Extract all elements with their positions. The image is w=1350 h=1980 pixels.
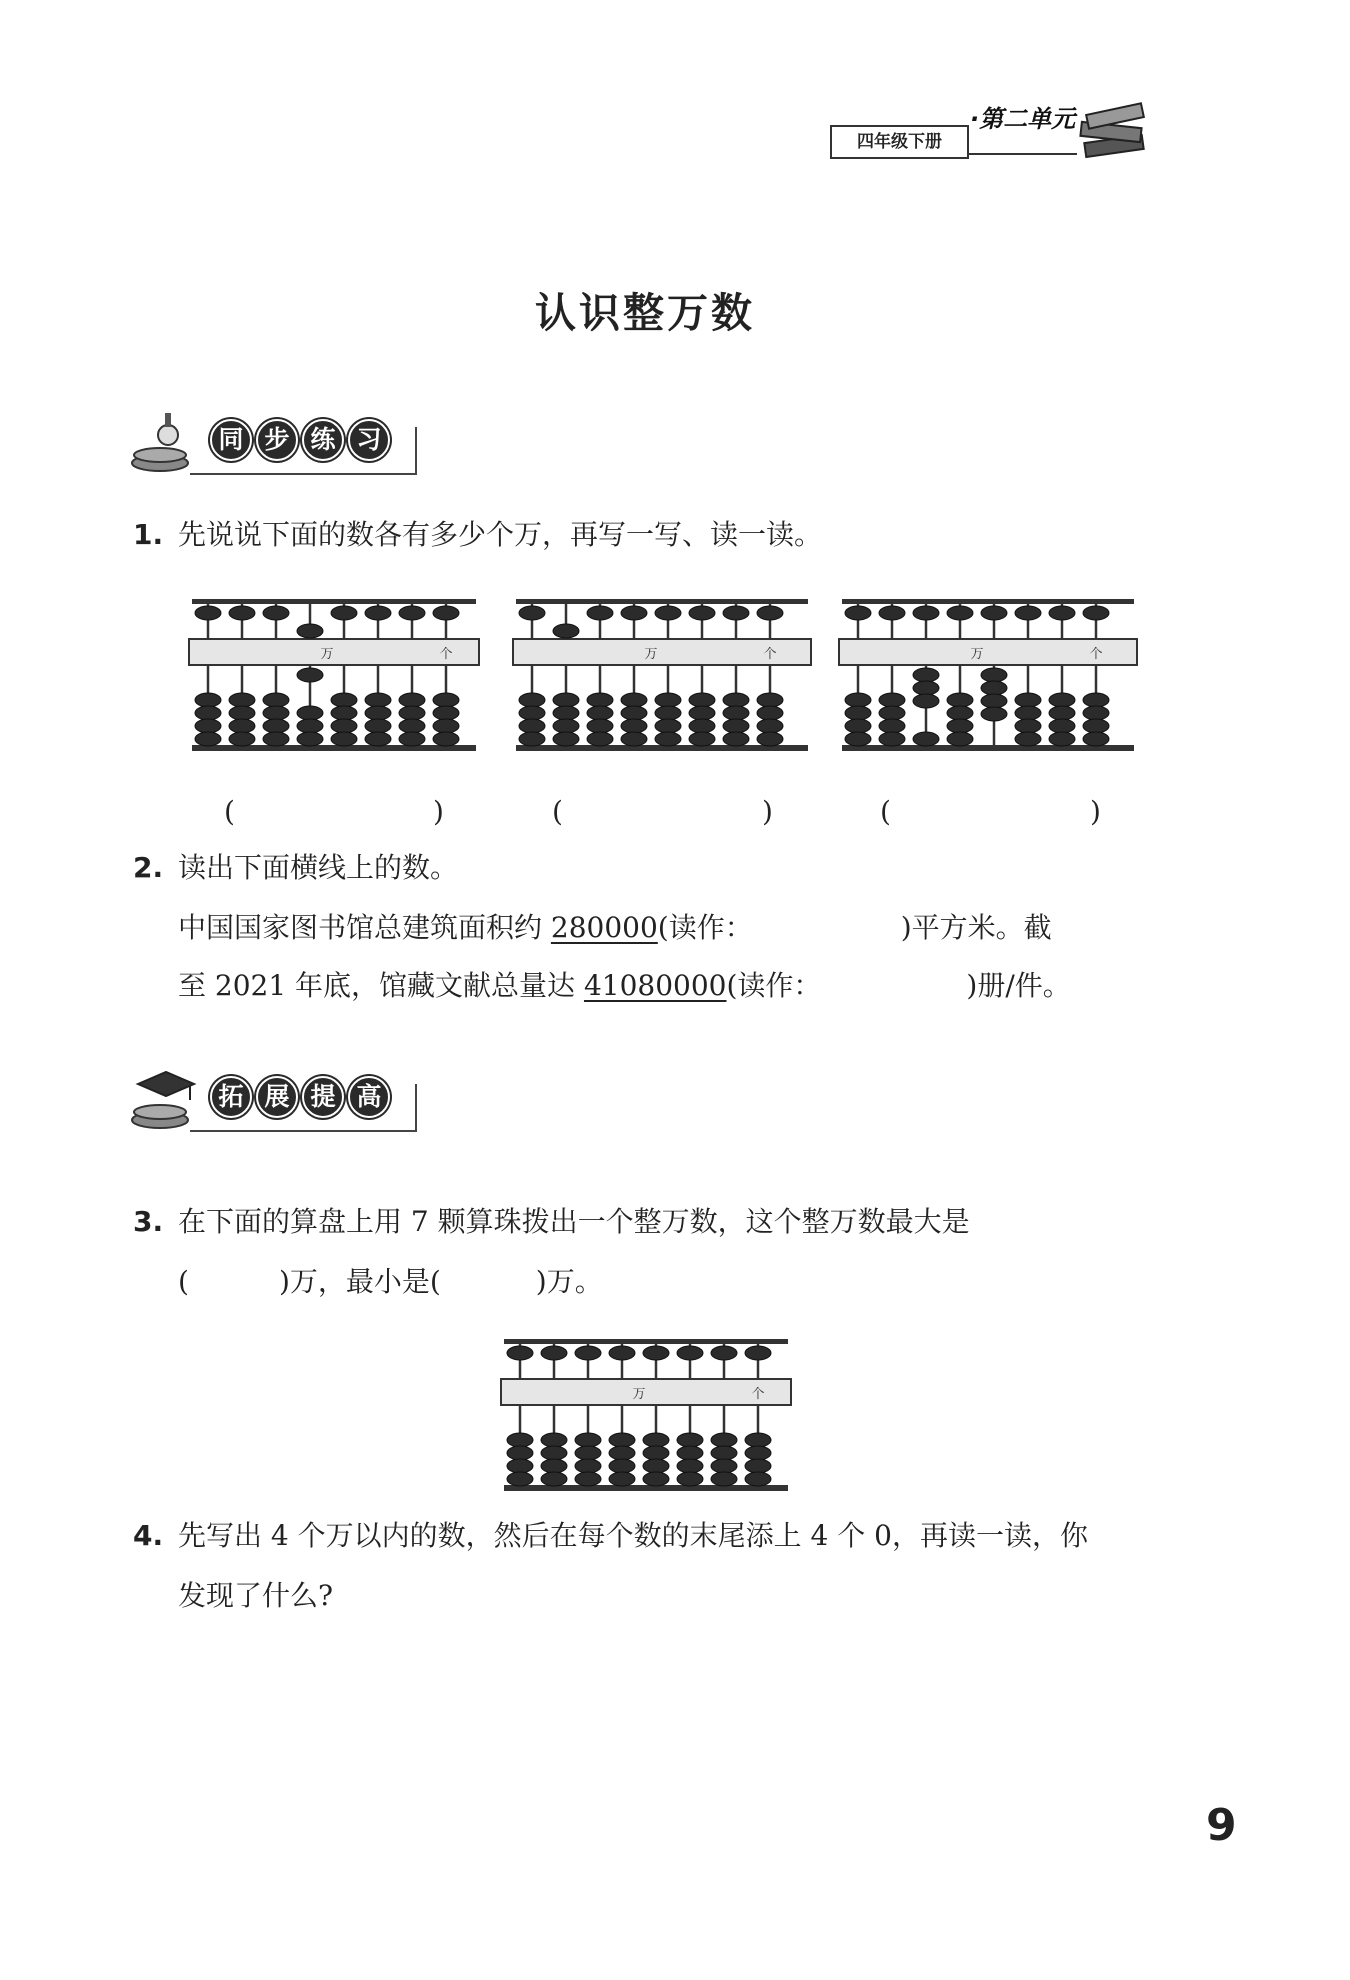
abacus-label-ge: 个 [751, 1387, 765, 1402]
abacus-bead [1015, 606, 1041, 620]
abacus-bead [433, 606, 459, 620]
abacus-bead [1083, 706, 1109, 720]
abacus-beam [189, 639, 479, 665]
abacus-bead [399, 693, 425, 707]
abacus-bead [879, 719, 905, 733]
abacus-bead [757, 606, 783, 620]
abacus-top-frame [842, 599, 1134, 604]
question-2-line-1 [178, 908, 1052, 948]
abacus-bead [621, 693, 647, 707]
abacus-bead [365, 719, 391, 733]
abacus-bead [655, 719, 681, 733]
abacus-label-ge: 个 [439, 647, 453, 662]
abacus-bead [297, 719, 323, 733]
abacus-bead [723, 706, 749, 720]
abacus-bead [297, 732, 323, 746]
abacus-bead [507, 1446, 533, 1460]
abacus-bead [229, 693, 255, 707]
abacus-bead [845, 732, 871, 746]
abacus-bead [913, 732, 939, 746]
abacus-bead [1015, 719, 1041, 733]
abacus-bead [745, 1433, 771, 1447]
abacus-bead [981, 668, 1007, 682]
question-number: 1. [133, 518, 164, 551]
question-4-line-2 [178, 1576, 333, 1616]
abacus-bead [621, 732, 647, 746]
abacus-bead [609, 1433, 635, 1447]
abacus-bead [331, 606, 357, 620]
banner-char: 高 [348, 1076, 390, 1118]
text-span: 中国国家图书馆总建筑面积约 [178, 911, 551, 944]
question-4 [133, 1516, 1088, 1556]
abacus-bead [553, 719, 579, 733]
unit-header-badge [830, 95, 1160, 165]
abacus-bead [541, 1346, 567, 1360]
abacus-bead [689, 732, 715, 746]
abacus-bead [913, 694, 939, 708]
graduation-cap-icon [130, 1062, 200, 1132]
abacus-bead [575, 1459, 601, 1473]
abacus-bead [981, 606, 1007, 620]
abacus-bead [621, 719, 647, 733]
abacus-bead [689, 719, 715, 733]
abacus-bead [297, 706, 323, 720]
abacus-bead [263, 706, 289, 720]
abacus-bead [913, 606, 939, 620]
abacus-bead [1049, 706, 1075, 720]
abacus-bead [263, 606, 289, 620]
question-text: 读出下面横线上的数。 [178, 851, 459, 884]
abacus-bead [433, 693, 459, 707]
text-span: )万。 [535, 1265, 603, 1298]
abacus-bead [575, 1433, 601, 1447]
abacus-bead [365, 693, 391, 707]
text-span: (读作： [726, 969, 822, 1002]
abacus-bead [677, 1346, 703, 1360]
abacus-bead [399, 606, 425, 620]
text-span: )平方米。截 [900, 911, 1052, 944]
abacus-bead [845, 606, 871, 620]
abacus-bead [879, 606, 905, 620]
abacus-bead [655, 706, 681, 720]
question-number: 2. [133, 851, 164, 884]
abacus-bead [711, 1472, 737, 1486]
abacus-bead [1049, 719, 1075, 733]
abacus-bead [723, 693, 749, 707]
abacus-label-wan: 万 [644, 647, 658, 662]
banner-char: 练 [302, 419, 344, 461]
abacus-bead [433, 732, 459, 746]
abacus-bead [677, 1472, 703, 1486]
abacus-bead [229, 706, 255, 720]
answer-blanks-q1 [0, 795, 1350, 835]
abacus-bead [609, 1459, 635, 1473]
abacus-bead [229, 719, 255, 733]
paren-close: ) [1090, 795, 1101, 828]
text-span: )册/件。 [966, 969, 1071, 1002]
question-2-line-2 [178, 966, 1071, 1006]
abacus-top-frame [192, 599, 476, 604]
abacus-bottom-frame [842, 745, 1134, 751]
abacus-bead [947, 693, 973, 707]
abacus-label-ge: 个 [763, 647, 777, 662]
abacus-bead [689, 706, 715, 720]
paren-open: ( [224, 795, 235, 828]
abacus-bead [947, 606, 973, 620]
abacus-bead [745, 1472, 771, 1486]
abacus-bead [297, 624, 323, 638]
abacus-bead [507, 1472, 533, 1486]
abacus-bead [643, 1433, 669, 1447]
abacus-bead [711, 1446, 737, 1460]
abacus-bead [677, 1459, 703, 1473]
abacus-bead [1049, 606, 1075, 620]
abacus-bead [981, 707, 1007, 721]
abacus-bead [1083, 732, 1109, 746]
page-title: 认识整万数 [535, 289, 755, 337]
abacus-bead [643, 1346, 669, 1360]
abacus-bead [587, 719, 613, 733]
abacus-label-wan: 万 [320, 647, 334, 662]
abacus-bead [507, 1433, 533, 1447]
header-rule [967, 153, 1077, 155]
abacus-bead [845, 693, 871, 707]
banner-char: 步 [256, 419, 298, 461]
abacus-bottom-frame [504, 1485, 788, 1491]
abacus-top-frame [516, 599, 808, 604]
text-span: )万，最小是( [278, 1265, 441, 1298]
abacus-bead [609, 1472, 635, 1486]
abacus-bead [981, 681, 1007, 695]
abacus-bead [519, 719, 545, 733]
abacus-bead [587, 693, 613, 707]
abacus-bead [745, 1446, 771, 1460]
abacus-bead [609, 1446, 635, 1460]
abacus-bead [195, 719, 221, 733]
abacus-bead [879, 732, 905, 746]
abacus-bead [981, 694, 1007, 708]
question-number: 3. [133, 1205, 164, 1238]
abacus-bead [263, 732, 289, 746]
abacus-bead [229, 732, 255, 746]
abacus-bead [643, 1446, 669, 1460]
abacus-bead [587, 706, 613, 720]
abacus-bead [677, 1433, 703, 1447]
underlined-number: 280000 [550, 911, 658, 944]
abacus-bead [621, 606, 647, 620]
abacus-bead [553, 732, 579, 746]
question-3 [133, 1202, 970, 1242]
abacus-bead [879, 706, 905, 720]
abacus-bead [399, 719, 425, 733]
abacus-bead [689, 606, 715, 620]
abacus-bead [745, 1346, 771, 1360]
abacus-bead [677, 1446, 703, 1460]
abacus-bead [913, 668, 939, 682]
abacus-bead [757, 706, 783, 720]
abacus-label-ge: 个 [1089, 647, 1103, 662]
abacus-bead [195, 706, 221, 720]
abacus-bead [331, 732, 357, 746]
abacus-bead [575, 1346, 601, 1360]
abacus-bead [723, 719, 749, 733]
abacus-bead [541, 1446, 567, 1460]
abacus-bead [553, 706, 579, 720]
question-1 [133, 515, 822, 555]
abacus-label-wan: 万 [632, 1387, 646, 1402]
abacus-bead [711, 1346, 737, 1360]
books-icon [1075, 95, 1155, 165]
abacus-bead [621, 706, 647, 720]
abacus-bead [575, 1446, 601, 1460]
abacus-bead [879, 693, 905, 707]
abacus-bead [519, 732, 545, 746]
abacus-bead [757, 732, 783, 746]
abacus-bead [519, 606, 545, 620]
abacus-bead [1083, 693, 1109, 707]
abacus-bead [723, 606, 749, 620]
abacus-bead [507, 1346, 533, 1360]
abacus-bead [263, 693, 289, 707]
paren-close: ) [762, 795, 773, 828]
abacus-beam [501, 1379, 791, 1405]
abacus-bead [1049, 693, 1075, 707]
text-span: ( [178, 1265, 189, 1298]
abacus-bead [331, 693, 357, 707]
abacus-bead [757, 693, 783, 707]
paren-close: ) [433, 795, 444, 828]
abacus-bead [1049, 732, 1075, 746]
question-text: 发现了什么? [178, 1579, 334, 1612]
abacus-bead [541, 1472, 567, 1486]
banner-char: 拓 [210, 1076, 252, 1118]
abacus-bead [845, 719, 871, 733]
abacus-bead [399, 732, 425, 746]
underlined-number: 41080000 [583, 969, 727, 1002]
abacus-bead [553, 624, 579, 638]
banner-char: 同 [210, 419, 252, 461]
paren-open: ( [880, 795, 891, 828]
abacus-bead [947, 732, 973, 746]
abacus-bead [643, 1459, 669, 1473]
abacus-bead [1015, 706, 1041, 720]
abacus-bead [331, 706, 357, 720]
abacus-bead [1083, 719, 1109, 733]
abacus-bead [757, 719, 783, 733]
abacus-bead [655, 693, 681, 707]
abacus-bead [913, 681, 939, 695]
abacus-bead [643, 1472, 669, 1486]
abacus-bottom-frame [516, 745, 808, 751]
grade-label: 四年级下册 [830, 125, 969, 159]
abacus-bead [655, 732, 681, 746]
abacus-bead [365, 606, 391, 620]
abacus-bead [723, 732, 749, 746]
question-text: 在下面的算盘上用 7 颗算珠拨出一个整万数，这个整万数最大是 [178, 1205, 970, 1238]
question-number: 4. [133, 1519, 164, 1552]
abacus-bead [575, 1472, 601, 1486]
abacus-bead [229, 606, 255, 620]
abacus-bead [689, 693, 715, 707]
page-number: 9 [1206, 1800, 1237, 1851]
abacus-bead [845, 706, 871, 720]
abacus [512, 595, 812, 755]
abacus-bead [331, 719, 357, 733]
abacus-bead [519, 706, 545, 720]
section-banner-sync-practice [130, 405, 420, 475]
section-banner-extend [130, 1062, 420, 1132]
abacus-bead [195, 606, 221, 620]
question-text: 先说说下面的数各有多少个万，再写一写、读一读。 [178, 518, 823, 551]
abacus-bead [1015, 693, 1041, 707]
abacus-bead [263, 719, 289, 733]
abacus-bead [399, 706, 425, 720]
abacus-bead [297, 668, 323, 682]
abacus-bead [587, 732, 613, 746]
abacus-bead [655, 606, 681, 620]
abacus-bead [745, 1459, 771, 1473]
abacus-bead [541, 1459, 567, 1473]
abacus-bead [609, 1346, 635, 1360]
abacus-bead [1083, 606, 1109, 620]
question-2 [133, 848, 458, 888]
abacus-bead [1015, 732, 1041, 746]
banner-char: 提 [302, 1076, 344, 1118]
abacus [838, 595, 1138, 755]
text-span: (读作： [657, 911, 753, 944]
question-text: 先写出 4 个万以内的数，然后在每个数的末尾添上 4 个 0，再读一读，你 [178, 1519, 1088, 1552]
abacus-bead [507, 1459, 533, 1473]
abacus-label-wan: 万 [970, 647, 984, 662]
abacus-top-frame [504, 1339, 788, 1344]
abacus-bead [195, 732, 221, 746]
abacus-bottom-frame [192, 745, 476, 751]
abacus-bead [541, 1433, 567, 1447]
banner-char: 习 [348, 419, 390, 461]
text-span: 至 2021 年底，馆藏文献总量达 [178, 969, 584, 1002]
banner-char: 展 [256, 1076, 298, 1118]
abacus-bead [711, 1433, 737, 1447]
paren-open: ( [552, 795, 563, 828]
abacus-bead [365, 732, 391, 746]
abacus-bead [947, 706, 973, 720]
abacus [188, 595, 480, 755]
abacus-bead [433, 706, 459, 720]
abacus-bead [553, 693, 579, 707]
abacus-bead [587, 606, 613, 620]
abacus-bead [947, 719, 973, 733]
unit-title: ·第二单元 [970, 105, 1076, 133]
lamp-books-icon [130, 405, 200, 475]
abacus-bead [365, 706, 391, 720]
question-3-line-2 [178, 1262, 603, 1302]
abacus-bead [519, 693, 545, 707]
abacus-bead [433, 719, 459, 733]
abacus [500, 1335, 792, 1495]
abacus-bead [195, 693, 221, 707]
abacus-bead [711, 1459, 737, 1473]
